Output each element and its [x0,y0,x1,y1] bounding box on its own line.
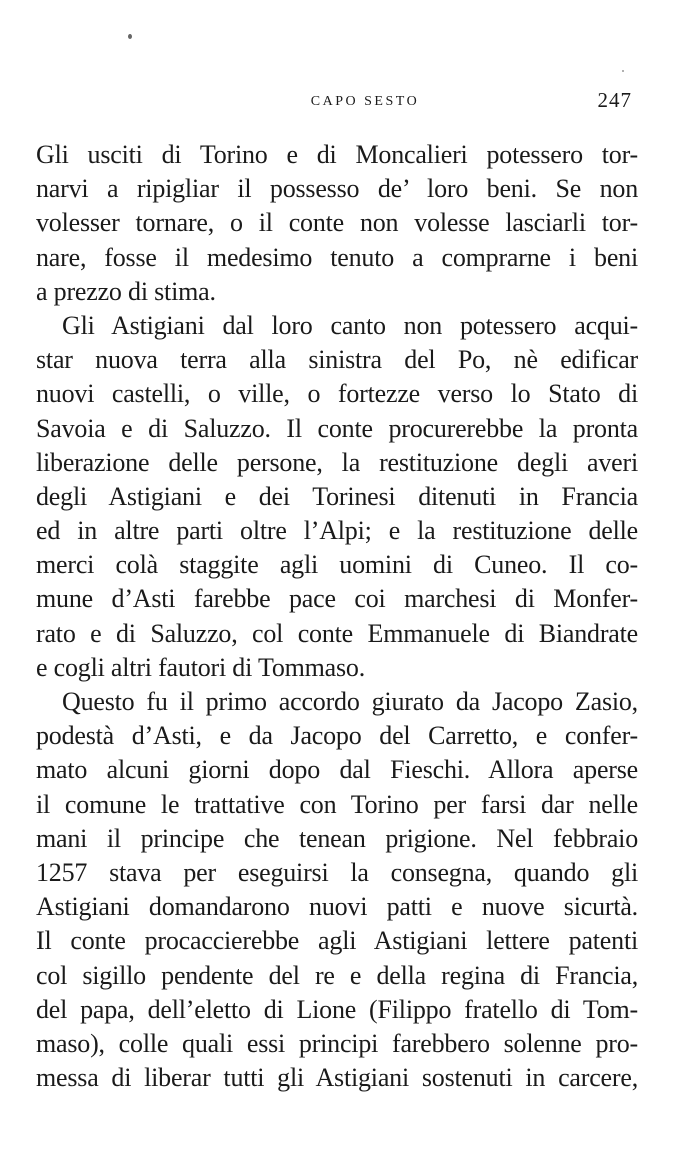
body-text [36,138,638,1095]
text-line: a prezzo di stima. [36,276,216,306]
text-line: il comune le trattative con Torino per farsi dar nelle [36,789,638,819]
running-header [0,88,700,118]
text-line: merci colà staggite agli uomini di Cuneo. Il co- [36,550,638,580]
text-line: mune d’Asti farebbe pace coi marchesi di Monfer- [36,584,638,614]
text-line: Gli Astigiani dal loro canto non potessero acqui- [62,310,638,340]
text-line: 1257 stava per eseguirsi la consegna, quando gli [36,857,638,887]
text-line: maso), colle quali essi principi farebbero solenne pro- [36,1028,638,1058]
text-line: Questo fu il primo accordo giurato da Jacopo Zasio, [62,687,638,716]
paragraph [36,685,638,1095]
text-line: messa di liberar tutti gli Astigiani sostenuti in carcere, [36,1063,638,1093]
text-line: Savoia e di Saluzzo. Il conte procurerebbe la pronta [36,413,638,443]
text-line: ed in altre parti oltre l’Alpi; e la restituzione delle [36,516,638,546]
text-line: degli Astigiani e dei Torinesi ditenuti in Francia [36,481,638,511]
ink-speck [622,70,624,72]
text-line: e cogli altri fautori di Tommaso. [36,652,366,682]
text-line: col sigillo pendente del re e della regina di Francia, [36,960,638,990]
page-number: 247 [597,88,632,112]
paragraph [36,309,638,685]
ink-speck [128,34,132,39]
text-line: mani il principe che tenean prigione. Nel febbraio [36,823,638,853]
text-line: narvi a ripigliar il possesso de’ loro beni. Se non [36,174,638,204]
text-line: Gli usciti di Torino e di Moncalieri potessero tor- [36,140,638,169]
chapter-title: CAPO SESTO [310,94,420,109]
text-line: Astigiani domandarono nuovi patti e nuove sicurtà. [36,892,638,922]
text-line: mato alcuni giorni dopo dal Fieschi. Allora aperse [36,755,638,785]
text-line: nuovi castelli, o ville, o fortezze verso lo Stato di [36,379,638,409]
paragraph [36,138,638,309]
text-line: star nuova terra alla sinistra del Po, nè edificar [36,345,638,375]
text-line: del papa, dell’eletto di Lione (Filippo fratello di Tom- [36,994,638,1024]
text-line: podestà d’Asti, e da Jacopo del Carretto, e confer- [36,721,638,751]
text-line: rato e di Saluzzo, col conte Emmanuele di Biandrate [36,618,638,648]
text-line: volesser tornare, o il conte non volesse lasciarli tor- [36,208,638,238]
text-line: nare, fosse il medesimo tenuto a comprarne i beni [36,242,638,272]
text-line: Il conte procaccierebbe agli Astigiani lettere patenti [36,926,638,956]
text-line: liberazione delle persone, la restituzione degli averi [36,447,638,477]
